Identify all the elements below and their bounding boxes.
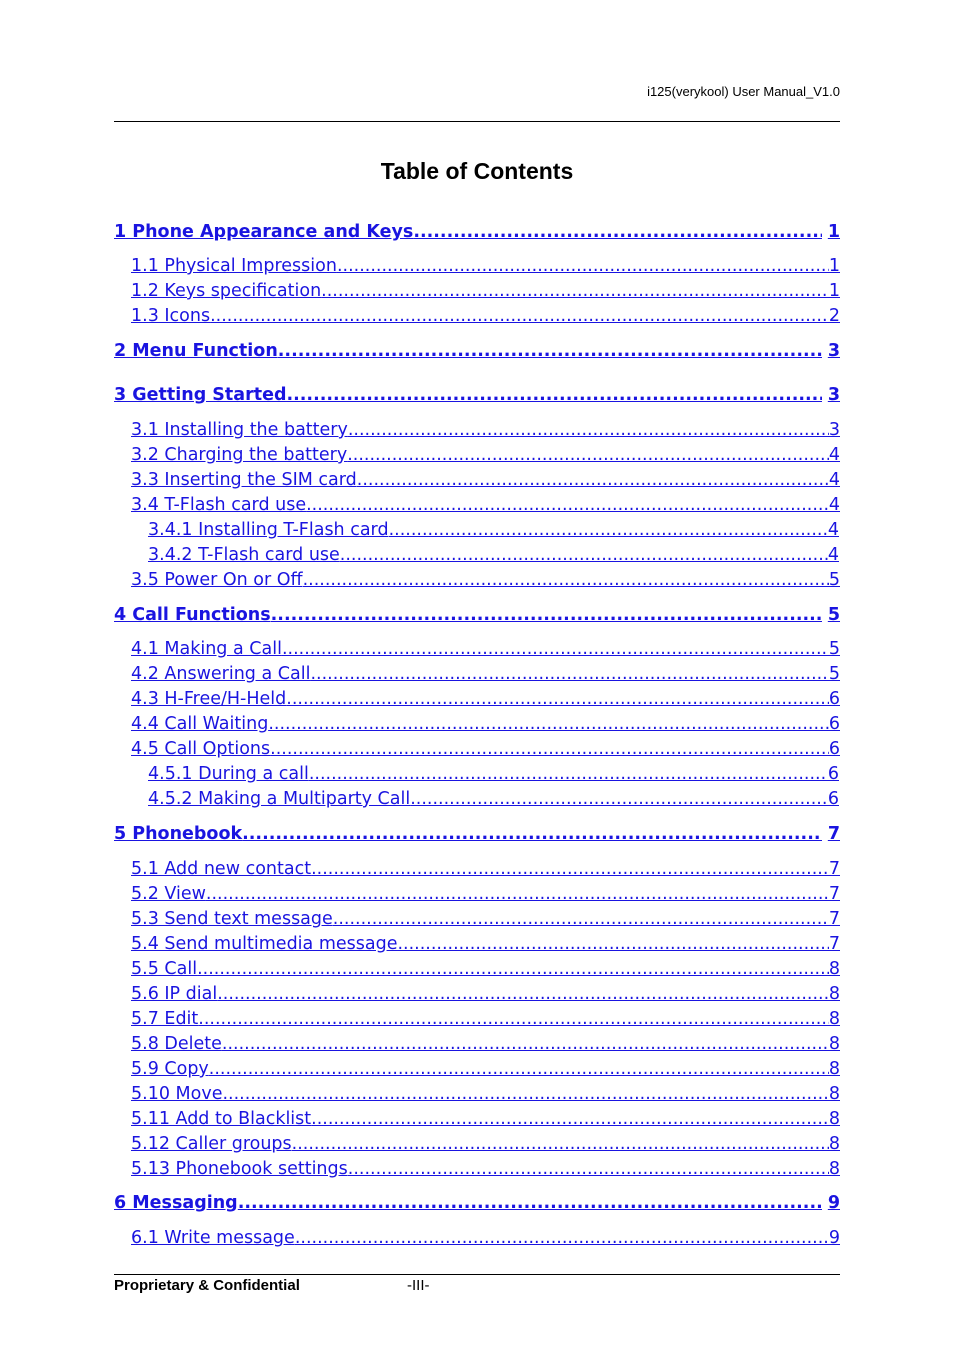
toc-dot-leader: [278, 341, 822, 361]
toc-entry[interactable]: [148, 545, 839, 565]
toc-entry[interactable]: [131, 909, 840, 929]
toc-entry-label: 6 Messaging: [114, 1193, 238, 1213]
toc-entry[interactable]: [131, 420, 840, 440]
toc-dot-leader: [311, 859, 829, 879]
toc-entry[interactable]: [131, 1159, 840, 1179]
toc-entry[interactable]: [114, 1193, 840, 1213]
toc-dot-leader: [270, 739, 829, 759]
toc-entry-page-number: 3: [827, 385, 840, 405]
toc-entry[interactable]: [131, 1134, 840, 1154]
toc-dot-leader: [222, 1084, 828, 1104]
toc-entry-page-number: 9: [828, 1228, 840, 1248]
footer-confidential-label: Proprietary & Confidential: [114, 1277, 300, 1294]
toc-entry[interactable]: [131, 281, 840, 301]
toc-entry-label: 1.3 Icons: [131, 306, 211, 326]
toc-entry-page-number: 6: [828, 739, 840, 759]
toc-entry-page-number: 8: [828, 1109, 840, 1129]
toc-entry-page-number: 5: [828, 639, 840, 659]
toc-dot-leader: [222, 1034, 829, 1054]
toc-entry[interactable]: [131, 570, 840, 590]
toc-entry[interactable]: [148, 764, 839, 784]
toc-entry[interactable]: [131, 1228, 840, 1248]
toc-entry-label: 3.4.1 Installing T-Flash card: [148, 520, 389, 540]
toc-entry-page-number: 4: [828, 445, 840, 465]
toc-entry[interactable]: [131, 739, 840, 759]
toc-entry-label: 4.5.2 Making a Multiparty Call: [148, 789, 411, 809]
toc-entry-label: 5.1 Add new contact: [131, 859, 312, 879]
toc-entry-label: 5.9 Copy: [131, 1059, 209, 1079]
toc-dot-leader: [210, 306, 829, 326]
toc-entry-label: 4.4 Call Waiting: [131, 714, 269, 734]
toc-entry-label: 4.3 H-Free/H-Held: [131, 689, 287, 709]
toc-entry-page-number: 6: [827, 789, 839, 809]
toc-entry-page-number: 4: [828, 470, 840, 490]
toc-entry[interactable]: [131, 639, 840, 659]
footer-page-number: -III-: [407, 1277, 430, 1294]
toc-entry-page-number: 2: [828, 306, 840, 326]
toc-entry-label: 5.8 Delete: [131, 1034, 222, 1054]
toc-entry-label: 5.3 Send text message: [131, 909, 333, 929]
toc-dot-leader: [295, 1228, 829, 1248]
toc-entry-page-number: 8: [828, 1009, 840, 1029]
toc-dot-leader: [311, 1109, 829, 1129]
toc-entry-label: 5.13 Phonebook settings: [131, 1159, 348, 1179]
document-header-title: i125(verykool) User Manual_V1.0: [647, 84, 840, 99]
page-title: Table of Contents: [380, 158, 574, 184]
toc-entry-page-number: 9: [827, 1193, 840, 1213]
toc-dot-leader: [206, 884, 829, 904]
toc-entry[interactable]: [148, 789, 839, 809]
toc-entry[interactable]: [114, 824, 840, 844]
toc-dot-leader: [197, 959, 829, 979]
toc-entry[interactable]: [131, 470, 840, 490]
toc-entry-label: 4 Call Functions: [114, 605, 271, 625]
toc-entry-label: 5 Phonebook: [114, 824, 243, 844]
toc-entry-page-number: 8: [828, 984, 840, 1004]
toc-dot-leader: [303, 570, 829, 590]
toc-entry-label: 3.3 Inserting the SIM card: [131, 470, 357, 490]
toc-entry-page-number: 7: [828, 909, 840, 929]
toc-entry[interactable]: [131, 959, 840, 979]
toc-dot-leader: [333, 909, 829, 929]
toc-entry-page-number: 4: [827, 520, 839, 540]
toc-entry-page-number: 7: [828, 859, 840, 879]
toc-entry-label: 4.5 Call Options: [131, 739, 271, 759]
toc-entry-page-number: 8: [828, 1159, 840, 1179]
toc-entry[interactable]: [131, 934, 840, 954]
toc-dot-leader: [340, 545, 828, 565]
toc-entry-label: 5.4 Send multimedia message: [131, 934, 398, 954]
toc-entry[interactable]: [114, 341, 840, 361]
toc-entry[interactable]: [131, 1059, 840, 1079]
toc-dot-leader: [348, 420, 829, 440]
toc-entry[interactable]: [131, 495, 840, 515]
toc-entry[interactable]: [131, 256, 840, 276]
toc-entry[interactable]: [131, 859, 840, 879]
toc-entry-label: 3.5 Power On or Off: [131, 570, 303, 590]
toc-entry[interactable]: [131, 1109, 840, 1129]
toc-entry-label: 3.4 T-Flash card use: [131, 495, 307, 515]
toc-dot-leader: [309, 764, 828, 784]
toc-entry-page-number: 1: [828, 256, 840, 276]
toc-entry-page-number: 6: [828, 689, 840, 709]
toc-entry-label: 5.6 IP dial: [131, 984, 218, 1004]
toc-dot-leader: [198, 1009, 829, 1029]
toc-dot-leader: [209, 1059, 829, 1079]
toc-entry-page-number: 4: [827, 545, 839, 565]
footer-divider: [114, 1274, 840, 1275]
toc-entry-label: 5.11 Add to Blacklist: [131, 1109, 312, 1129]
toc-entry[interactable]: [114, 222, 840, 242]
toc-entry-label: 5.5 Call: [131, 959, 198, 979]
toc-entry-page-number: 6: [828, 714, 840, 734]
toc-entry-page-number: 1: [827, 222, 840, 242]
toc-dot-leader: [321, 281, 829, 301]
toc-entry-page-number: 5: [827, 605, 840, 625]
toc-entry-page-number: 8: [828, 1034, 840, 1054]
toc-entry-page-number: 7: [828, 934, 840, 954]
toc-dot-leader: [410, 789, 828, 809]
toc-entry-page-number: 7: [828, 884, 840, 904]
toc-dot-leader: [282, 639, 829, 659]
toc-entry-label: 3.2 Charging the battery: [131, 445, 348, 465]
toc-entry[interactable]: [131, 884, 840, 904]
toc-entry-label: 5.7 Edit: [131, 1009, 199, 1029]
toc-dot-leader: [286, 689, 829, 709]
toc-dot-leader: [242, 824, 822, 844]
toc-entry[interactable]: [131, 445, 840, 465]
toc-entry[interactable]: [131, 689, 840, 709]
toc-entry-label: 5.10 Move: [131, 1084, 223, 1104]
toc-entry-page-number: 8: [828, 1134, 840, 1154]
toc-dot-leader: [413, 222, 821, 242]
toc-entry-label: 5.12 Caller groups: [131, 1134, 292, 1154]
toc-entry-page-number: 1: [828, 281, 840, 301]
toc-entry-label: 3.4.2 T-Flash card use: [148, 545, 340, 565]
toc-entry-label: 3.1 Installing the battery: [131, 420, 348, 440]
toc-entry-page-number: 6: [827, 764, 839, 784]
toc-entry[interactable]: [131, 1034, 840, 1054]
toc-entry[interactable]: [131, 1084, 840, 1104]
toc-entry-page-number: 3: [827, 341, 840, 361]
toc-dot-leader: [337, 256, 829, 276]
toc-dot-leader: [347, 445, 829, 465]
toc-dot-leader: [271, 605, 822, 625]
toc-dot-leader: [286, 385, 821, 405]
toc-entry[interactable]: [131, 306, 840, 326]
toc-entry-page-number: 8: [828, 1084, 840, 1104]
toc-entry[interactable]: [131, 1009, 840, 1029]
toc-entry-label: 3 Getting Started: [114, 385, 287, 405]
toc-dot-leader: [268, 714, 829, 734]
toc-entry-label: 1.1 Physical Impression: [131, 256, 337, 276]
toc-dot-leader: [397, 934, 828, 954]
toc-dot-leader: [357, 470, 829, 490]
toc-entry-label: 6.1 Write message: [131, 1228, 295, 1248]
toc-entry[interactable]: [131, 714, 840, 734]
toc-entry[interactable]: [131, 664, 840, 684]
toc-entry-label: 4.1 Making a Call: [131, 639, 282, 659]
toc-entry-label: 1 Phone Appearance and Keys: [114, 222, 414, 242]
toc-entry[interactable]: [114, 605, 840, 625]
toc-dot-leader: [348, 1159, 829, 1179]
toc-dot-leader: [306, 495, 829, 515]
toc-entry-label: 4.5.1 During a call: [148, 764, 309, 784]
toc-entry[interactable]: [114, 385, 840, 405]
toc-dot-leader: [238, 1193, 822, 1213]
toc-dot-leader: [292, 1134, 829, 1154]
toc-entry-page-number: 7: [827, 824, 840, 844]
toc-entry-page-number: 5: [828, 664, 840, 684]
toc-entry-page-number: 3: [828, 420, 840, 440]
toc-dot-leader: [389, 520, 828, 540]
toc-entry-page-number: 8: [828, 959, 840, 979]
toc-dot-leader: [310, 664, 828, 684]
toc-entry-page-number: 8: [828, 1059, 840, 1079]
toc-entry-page-number: 4: [828, 495, 840, 515]
toc-entry[interactable]: [148, 520, 839, 540]
toc-entry-label: 4.2 Answering a Call: [131, 664, 311, 684]
toc-entry-label: 1.2 Keys specification: [131, 281, 322, 301]
toc-entry-label: 2 Menu Function: [114, 341, 278, 361]
toc-dot-leader: [217, 984, 829, 1004]
toc-entry[interactable]: [131, 984, 840, 1004]
toc-entry-label: 5.2 View: [131, 884, 206, 904]
toc-entry-page-number: 5: [828, 570, 840, 590]
